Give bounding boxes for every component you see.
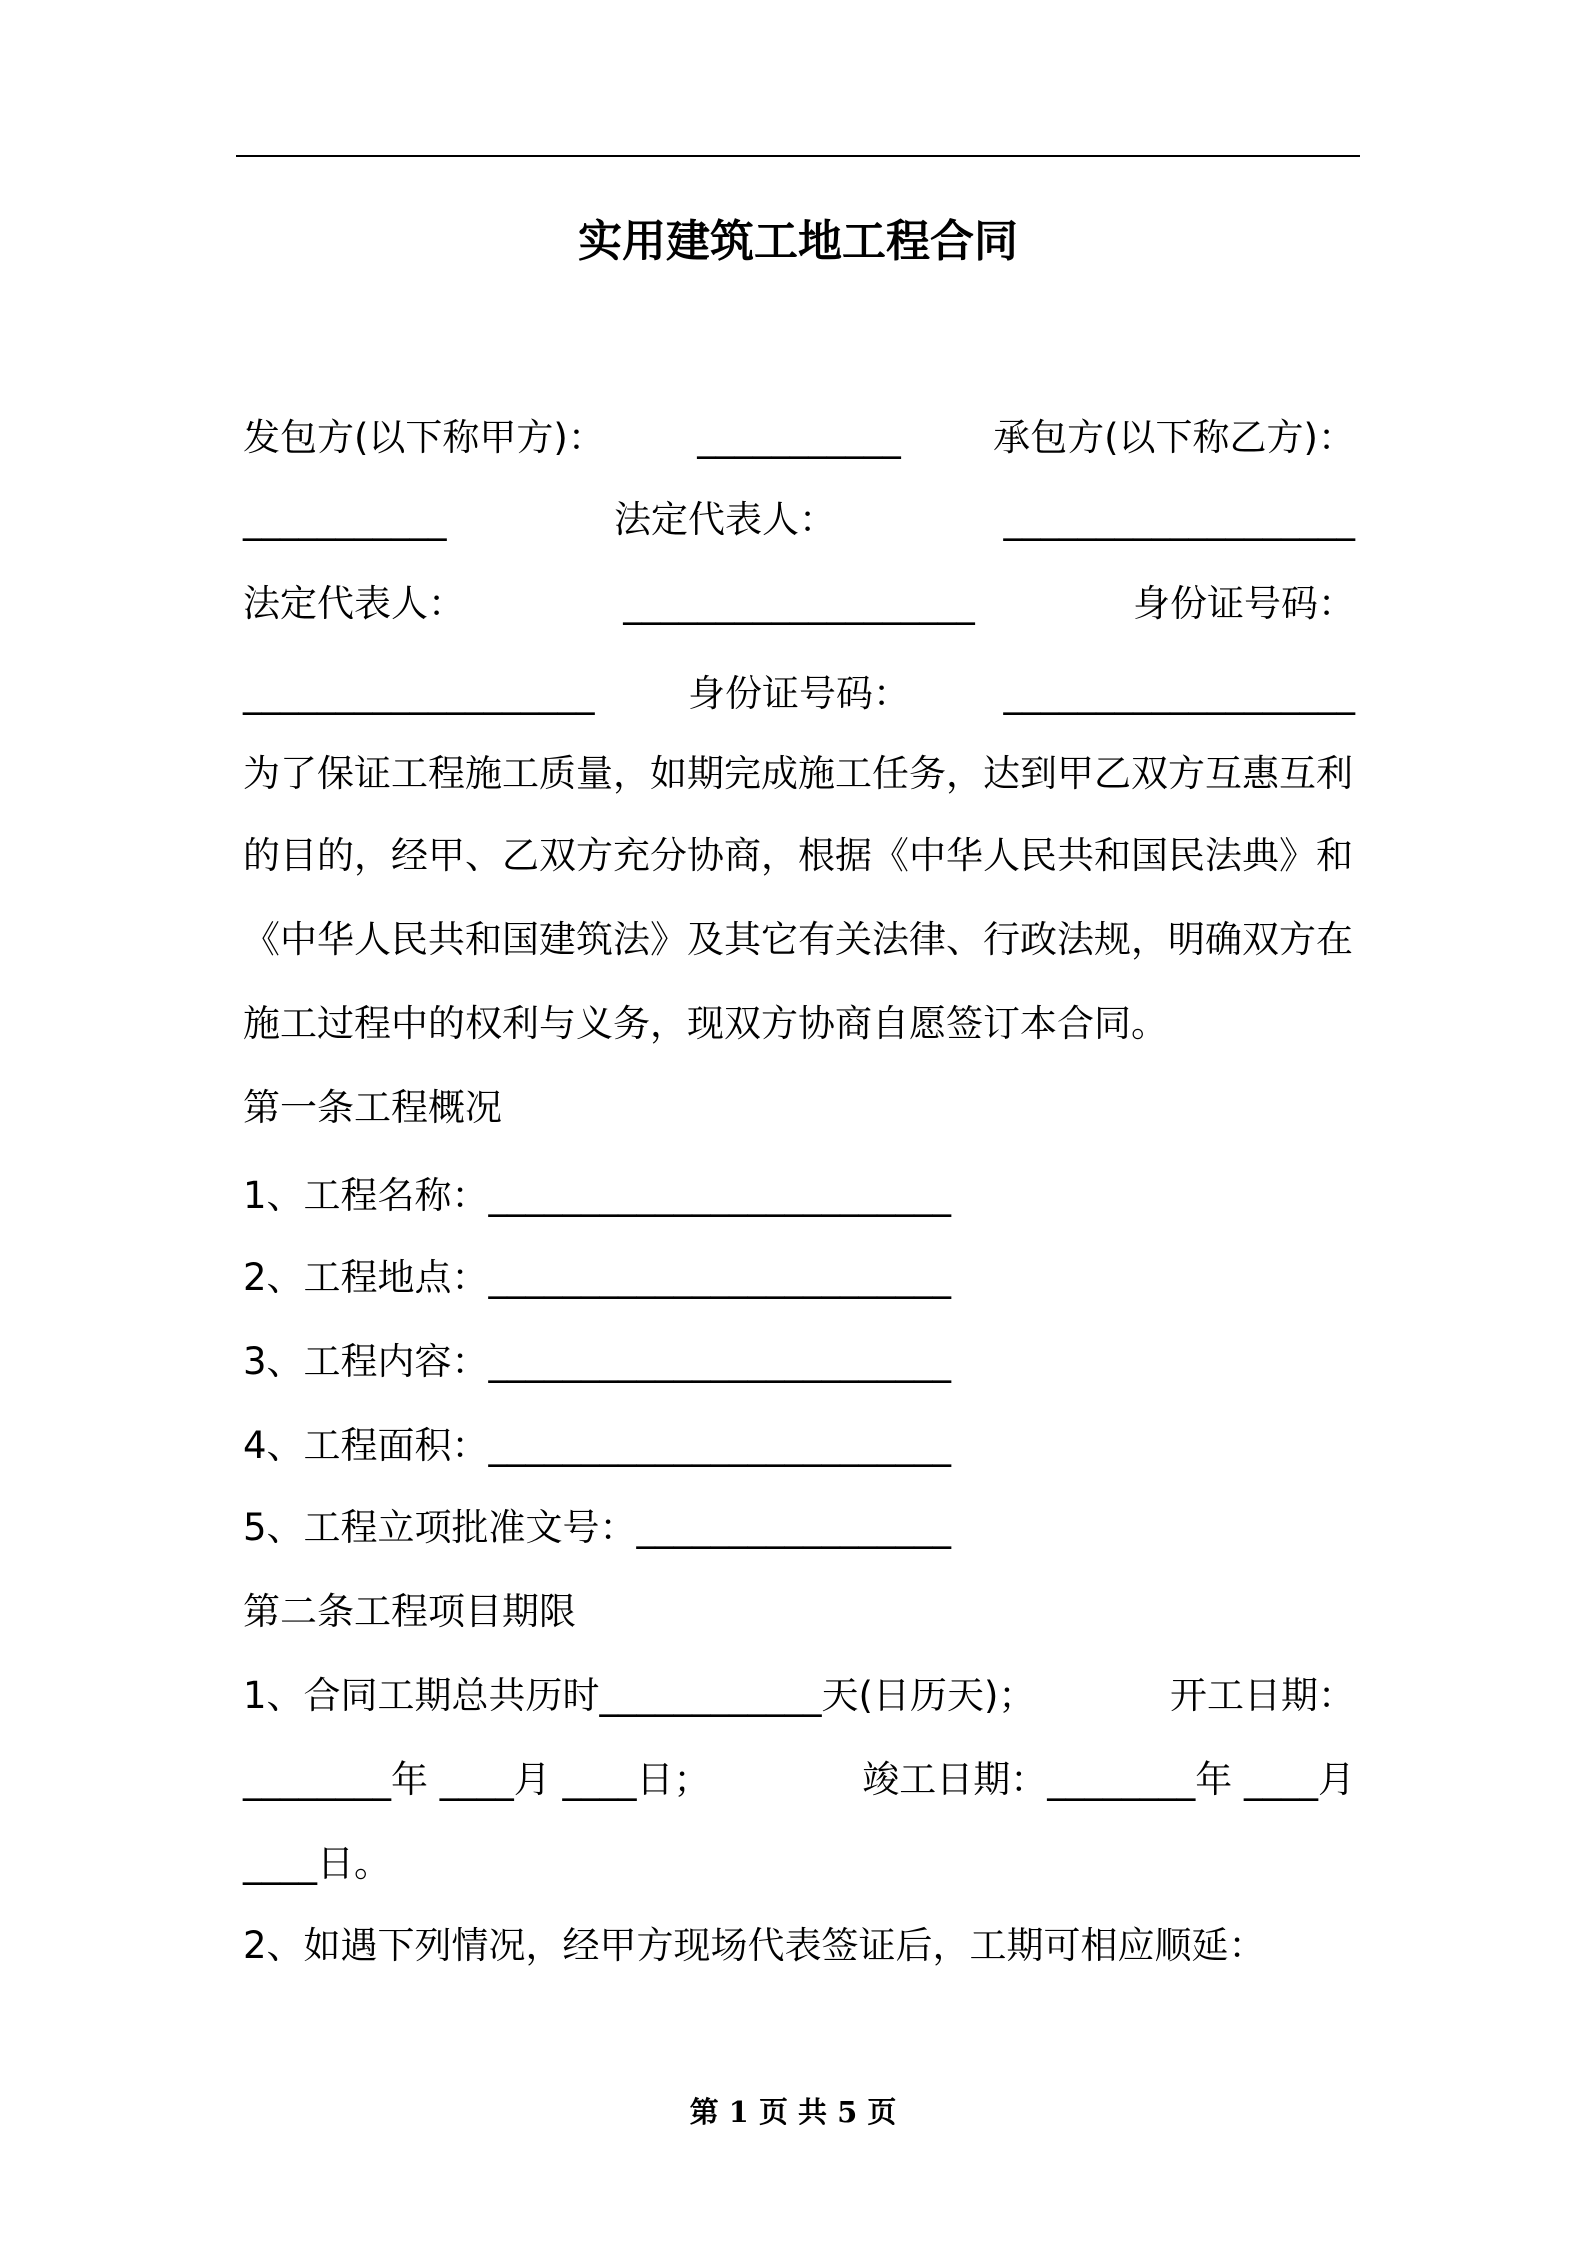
start-month-field[interactable]: ____ <box>439 1758 514 1801</box>
header-rule <box>236 155 1360 157</box>
end-month-field[interactable]: ____ <box>1244 1758 1318 1801</box>
item-label: 3、工程内容： <box>243 1340 489 1383</box>
page-title: 实用建筑工地工程合同 <box>578 216 1018 267</box>
project-location-field[interactable]: _________________________ <box>488 1256 952 1299</box>
duration-label: 1、合同工期总共历时 <box>243 1674 600 1717</box>
preamble-line-2: 的目的，经甲、乙双方充分协商，根据《中华人民共和国民法典》和 <box>243 834 1353 877</box>
article1-item-3 <box>243 1336 951 1388</box>
start-year-field[interactable]: ________ <box>243 1758 391 1801</box>
article1-item-1 <box>243 1170 951 1222</box>
article1-heading: 第一条工程概况 <box>243 1086 502 1129</box>
parties-line-2 <box>243 494 1355 546</box>
start-date-label: 开工日期： <box>1170 1674 1355 1717</box>
preamble-line-4: 施工过程中的权利与义务，现双方协商自愿签订本合同。 <box>243 1002 1168 1045</box>
article2-item-1 <box>243 1670 1355 1722</box>
item-label: 2、工程地点： <box>243 1256 489 1299</box>
contractor-label: 承包方(以下称乙方)： <box>993 416 1355 459</box>
month-unit: 月 <box>1318 1758 1355 1801</box>
article1-item-2 <box>243 1252 951 1304</box>
year-unit: 年 <box>1195 1758 1233 1801</box>
parties-line-1 <box>243 412 1355 464</box>
day-unit: 日； <box>636 1758 711 1801</box>
parties-line-4 <box>243 668 1355 720</box>
project-name-field[interactable]: _________________________ <box>488 1174 952 1217</box>
item-label: 4、工程面积： <box>243 1424 489 1467</box>
project-area-field[interactable]: _________________________ <box>488 1424 952 1467</box>
article2-heading: 第二条工程项目期限 <box>243 1590 576 1633</box>
preamble-line-3: 《中华人民共和国建筑法》及其它有关法律、行政法规，明确双方在 <box>243 918 1353 961</box>
start-day-field[interactable]: ____ <box>562 1758 637 1801</box>
end-date-label: 竣工日期： <box>862 1758 1048 1801</box>
page-indicator: 第 1 页 共 5 页 <box>689 2095 897 2129</box>
parties-line-3 <box>243 578 1355 630</box>
id-label-1: 身份证号码： <box>1133 582 1355 625</box>
id-field-2[interactable]: ___________________ <box>1003 672 1355 715</box>
month-unit: 月 <box>513 1758 551 1801</box>
end-year-field[interactable]: ________ <box>1047 1758 1196 1801</box>
item-label: 1、工程名称： <box>243 1174 489 1217</box>
employer-label: 发包方(以下称甲方)： <box>243 416 605 459</box>
article2-dates-line <box>243 1754 1355 1806</box>
day-unit: 日。 <box>317 1842 391 1885</box>
legal-rep-label-2: 法定代表人： <box>243 582 465 625</box>
article2-item-2: 2、如遇下列情况，经甲方现场代表签证后，工期可相应顺延： <box>243 1924 1266 1967</box>
legal-rep-field-1[interactable]: ___________________ <box>1003 498 1355 541</box>
item-label: 5、工程立项批准文号： <box>243 1506 637 1549</box>
employer-field[interactable]: ___________ <box>697 416 901 459</box>
end-day-field[interactable]: ____ <box>243 1842 317 1885</box>
id-label-2: 身份证号码： <box>688 672 910 715</box>
year-unit: 年 <box>391 1758 428 1801</box>
preamble-line-1: 为了保证工程施工质量，如期完成施工任务，达到甲乙双方互惠互利 <box>243 752 1353 795</box>
article1-item-5 <box>243 1502 951 1554</box>
article2-end-day-line <box>243 1838 391 1890</box>
duration-days-field[interactable]: ____________ <box>599 1674 822 1717</box>
approval-number-field[interactable]: _________________ <box>636 1506 952 1549</box>
id-field-1[interactable]: ___________________ <box>243 672 595 715</box>
legal-rep-field-2[interactable]: ___________________ <box>623 582 975 625</box>
contractor-field[interactable]: ___________ <box>243 498 447 541</box>
project-content-field[interactable]: _________________________ <box>488 1340 952 1383</box>
article1-item-4 <box>243 1420 951 1472</box>
legal-rep-label-1: 法定代表人： <box>614 498 836 541</box>
duration-unit: 天(日历天)； <box>821 1674 1036 1717</box>
